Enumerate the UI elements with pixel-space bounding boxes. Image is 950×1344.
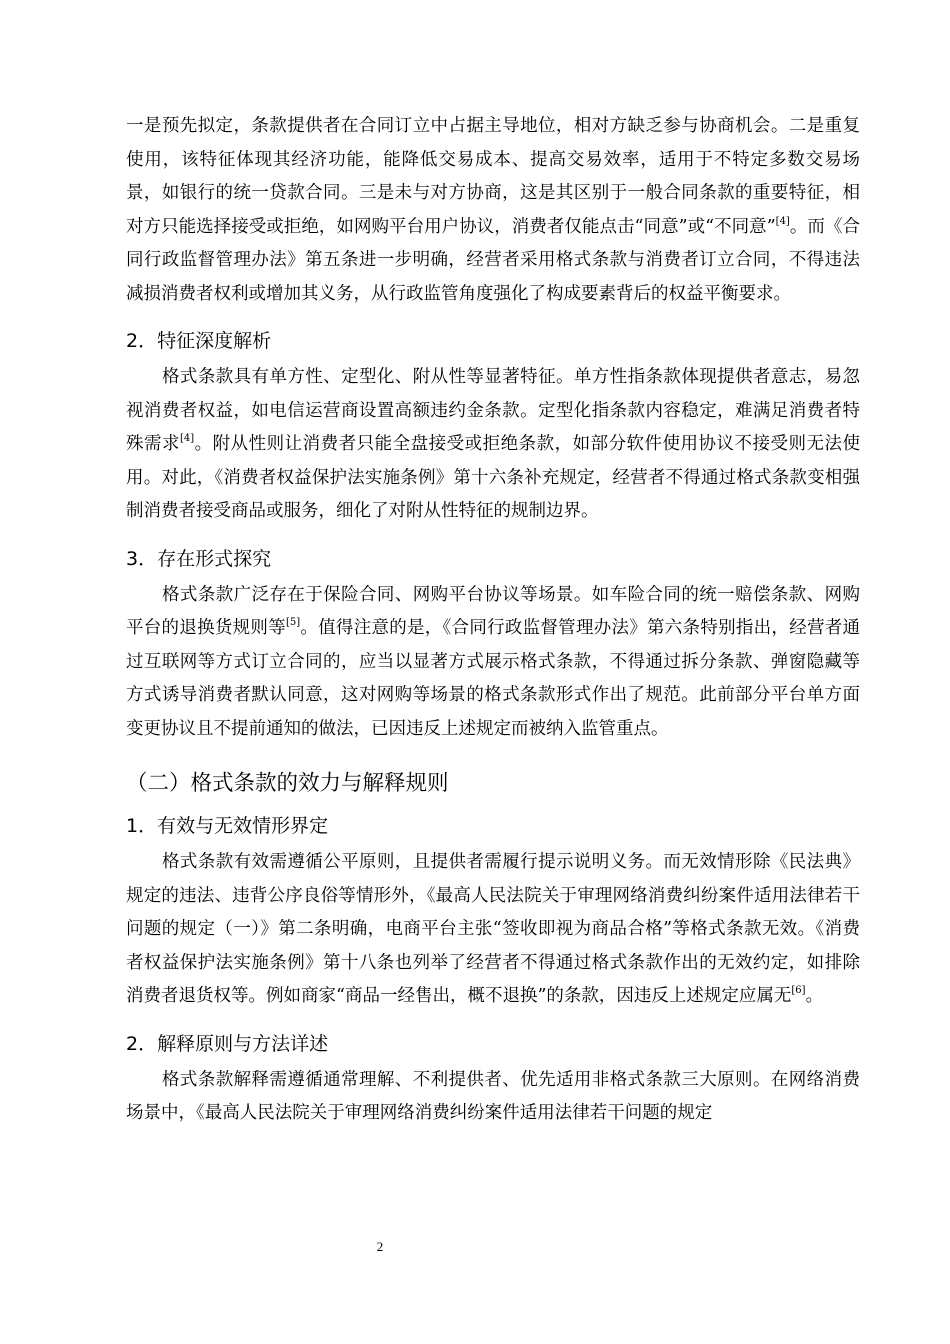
heading-interpretation: 2．解释原则与方法详述 bbox=[126, 1032, 329, 1055]
page-number: 2 bbox=[376, 1239, 384, 1254]
citation-ref: [4] bbox=[180, 433, 195, 444]
citation-ref: [5] bbox=[285, 617, 301, 628]
paragraph-text: 格式条款有效需遵循公平原则，且提供者需履行提示说明义务。而无效情形除《民法典》规定的违法、违背公序良俗等情形外，《最高人民法院关于审理网络消费纠纷案件适用法律若干问题的规定（一）》第二条明确，电商平台主张“签收即视为商品合格”等格式条款无效。《消费者权益保护法实施条例》第十八条也列举了经营者不得通过格式条款作出的无效约定，如排除消费者退货权等。例如商家“商品一经售出，概不退换”的条款，因违反上述规定应属无 bbox=[126, 852, 860, 1006]
paragraph-constituent-elements bbox=[126, 110, 860, 311]
section-heading: （二）格式条款的效力与解释规则 bbox=[126, 771, 449, 796]
paragraph-text: 。 bbox=[805, 986, 824, 1006]
paragraph-features bbox=[126, 361, 860, 529]
citation-ref: [4] bbox=[775, 215, 790, 227]
paragraph-text: 一是预先拟定，条款提供者在合同订立中占据主导地位，相对方缺乏参与协商机会。二是重复使用，该特征体现其经济功能，能降低交易成本、提高交易效率，适用于不特定多数交易场景，如银行的统一贷款合同。三是未与对方协商，这是其区别于一般合同条款的重要特征，相对方只能选择接受或拒绝，如网购平台用户协议，消费者仅能点击“同意”或“不同意” bbox=[126, 116, 860, 237]
paragraph-text: 。而《合同行政监督管理办法》第五条进一步明确，经营者采用格式条款与消费者订立合同，不得违法减损消费者权利或增加其义务，从行政监管角度强化了构成要素背后的权益平衡要求。 bbox=[126, 216, 860, 304]
paragraph-text: 格式条款广泛存在于保险合同、网购平台协议等场景。如车险合同的统一赔偿条款、网购平台的退换货规则等 bbox=[126, 584, 860, 638]
paragraph-validity bbox=[126, 846, 860, 1014]
paragraph-text: 。附从性则让消费者只能全盘接受或拒绝条款，如部分软件使用协议不接受则无法使用。对此，《消费者权益保护法实施条例》第十六条补充规定，经营者不得通过格式条款变相强制消费者接受商品或服务，细化了对附从性特征的规制边界。 bbox=[126, 434, 861, 521]
paragraph-text: 格式条款具有单方性、定型化、附从性等显著特征。单方性指条款体现提供者意志，易忽视消费者权益，如电信运营商设置高额违约金条款。定型化指条款内容稳定，难满足消费者特殊需求 bbox=[126, 367, 860, 454]
citation-ref: [6] bbox=[791, 985, 806, 996]
paragraph-forms bbox=[126, 579, 860, 747]
heading-validity: 1．有效与无效情形界定 bbox=[126, 815, 329, 837]
paragraph-text: 。值得注意的是，《合同行政监督管理办法》第六条特别指出，经营者通过互联网等方式订立合同的，应当以显著方式展示格式条款，不得通过拆分条款、弹窗隐藏等方式诱导消费者默认同意，这对网购等场景的格式条款形式作出了规范。此前部分平台单方面变更协议且不提前通知的做法，已因违反上述规定而被纳入监管重点。 bbox=[126, 618, 861, 739]
page-body bbox=[126, 110, 860, 1131]
heading-features: 2．特征深度解析 bbox=[126, 330, 272, 352]
paragraph-interpretation: 格式条款解释需遵循通常理解、不利提供者、优先适用非格式条款三大原则。在网络消费场景中，《最高人民法院关于审理网络消费纠纷案件适用法律若干问题的规定 bbox=[126, 1069, 860, 1123]
heading-forms: 3．存在形式探究 bbox=[126, 547, 272, 570]
